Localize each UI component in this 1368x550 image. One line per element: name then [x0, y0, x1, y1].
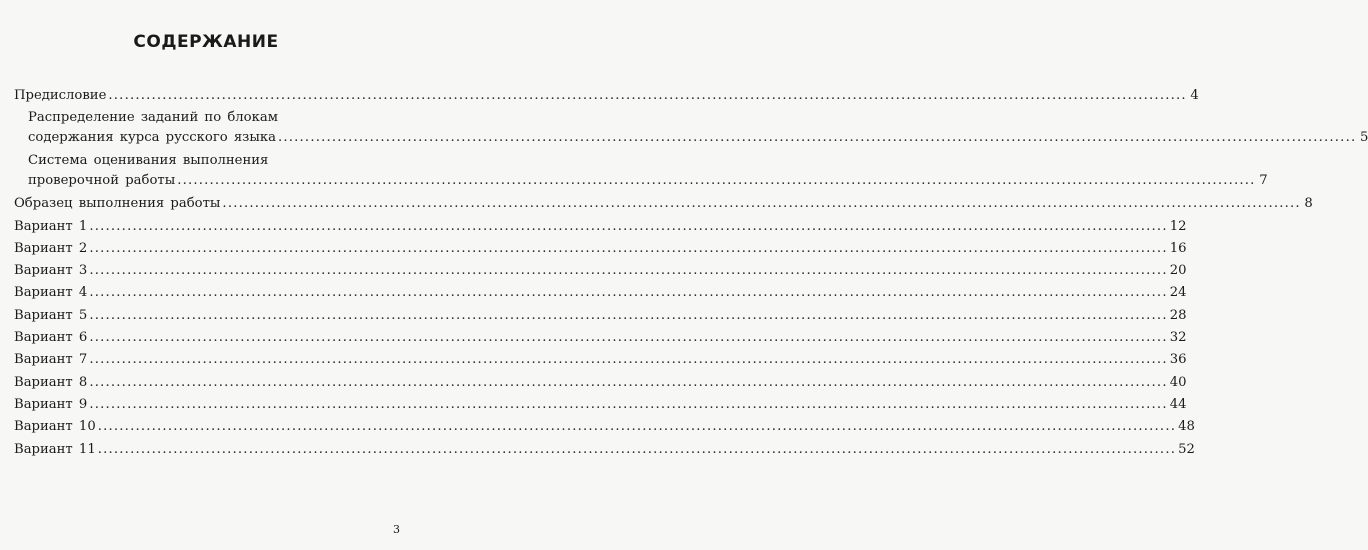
toc-entry-section1 — [14, 108, 1368, 148]
toc-leader-dots: ........................................................................................................................................................................................................ — [97, 441, 1177, 457]
toc-entry-variant-8 — [14, 373, 1187, 393]
toc-entry-page: 32 — [1169, 330, 1187, 346]
toc-entry-label: Вариант 6 — [14, 330, 88, 346]
toc-entry-label: Вариант 10 — [14, 419, 96, 435]
toc-entry-page: 12 — [1169, 218, 1187, 234]
toc-entry-line2 — [28, 171, 1268, 191]
toc-entry-variant-1 — [14, 217, 1187, 237]
toc-entry-label: Вариант 3 — [14, 263, 88, 279]
page-number: 3 — [393, 523, 400, 536]
toc-leader-dots: ........................................................................................................................................................................................................ — [277, 130, 1357, 146]
toc-entry-label-line2: проверочной работы — [28, 173, 176, 189]
toc-entry-label: Вариант 11 — [14, 441, 96, 457]
toc-leader-dots: ........................................................................................................................................................................................................ — [89, 330, 1168, 346]
toc-entry-label: Вариант 1 — [14, 218, 88, 234]
toc-leader-dots: ........................................................................................................................................................................................................ — [108, 88, 1187, 103]
toc-leader-dots: ........................................................................................................................................................................................................ — [89, 240, 1168, 256]
toc-entry-page: 8 — [1304, 196, 1313, 212]
toc-entry-section2 — [14, 151, 1268, 191]
toc-entry-variant-6 — [14, 328, 1187, 348]
toc-entry-page: 28 — [1169, 307, 1187, 323]
page-title: СОДЕРЖАНИЕ — [133, 32, 279, 52]
toc-leader-dots: ........................................................................................................................................................................................................ — [222, 196, 1301, 212]
toc-entry-page: 36 — [1169, 352, 1187, 368]
toc-leader-dots: ........................................................................................................................................................................................................ — [89, 352, 1168, 368]
toc-entry-page: 52 — [1178, 441, 1195, 457]
toc-leader-dots: ........................................................................................................................................................................................................ — [97, 419, 1177, 435]
toc-entry-variant-3 — [14, 261, 1187, 281]
toc-entry-line2 — [28, 128, 1368, 148]
toc-leader-dots: ........................................................................................................................................................................................................ — [89, 263, 1168, 279]
toc-entry-page: 5 — [1359, 130, 1368, 146]
toc-entry-label: Вариант 7 — [14, 352, 88, 368]
toc-entry-page: 4 — [1190, 88, 1199, 103]
toc-entry-page: 40 — [1169, 374, 1187, 390]
toc-entry-label: Образец выполнения работы — [14, 196, 221, 212]
toc-entry-variant-5 — [14, 306, 1187, 326]
toc-entry-variant-2 — [14, 239, 1187, 259]
toc-entry-page: 7 — [1259, 173, 1268, 189]
toc-entry-variant-10 — [14, 417, 1195, 437]
toc-entry-variant-7 — [14, 350, 1187, 370]
toc-entry-variant-9 — [14, 395, 1187, 415]
toc-entry-variant-4 — [14, 283, 1187, 303]
toc-leader-dots: ........................................................................................................................................................................................................ — [89, 218, 1168, 234]
toc-entry-label-line1: Распределение заданий по блокам — [28, 110, 278, 126]
toc-entry-label: Вариант 8 — [14, 374, 88, 390]
toc-entry-label-line1: Система оценивания выполнения — [28, 153, 269, 169]
toc-entry-page: 24 — [1169, 285, 1187, 301]
toc-entry-variant-11 — [14, 440, 1195, 460]
toc-leader-dots: ........................................................................................................................................................................................................ — [89, 396, 1168, 412]
toc-leader-dots: ........................................................................................................................................................................................................ — [177, 173, 1256, 189]
toc-entry-page: 44 — [1169, 396, 1187, 412]
toc-entry-sample — [14, 194, 1313, 214]
toc-entry-label-line2: содержания курса русского языка — [28, 130, 276, 146]
toc-entry-label: Вариант 9 — [14, 396, 88, 412]
toc-entry-label: Вариант 2 — [14, 240, 88, 256]
toc-entry-label: Вариант 5 — [14, 307, 88, 323]
toc-leader-dots: ........................................................................................................................................................................................................ — [89, 307, 1168, 323]
toc-entry-label: Вариант 4 — [14, 285, 88, 301]
toc-entry-page: 20 — [1169, 263, 1187, 279]
toc-entry-page: 16 — [1169, 240, 1187, 256]
toc-entry-preface — [14, 86, 1199, 106]
toc-entry-page: 48 — [1178, 419, 1195, 435]
table-of-contents — [14, 86, 1368, 462]
toc-entry-label: Предисловие — [14, 88, 107, 103]
toc-leader-dots: ........................................................................................................................................................................................................ — [89, 374, 1168, 390]
toc-leader-dots: ........................................................................................................................................................................................................ — [89, 285, 1168, 301]
